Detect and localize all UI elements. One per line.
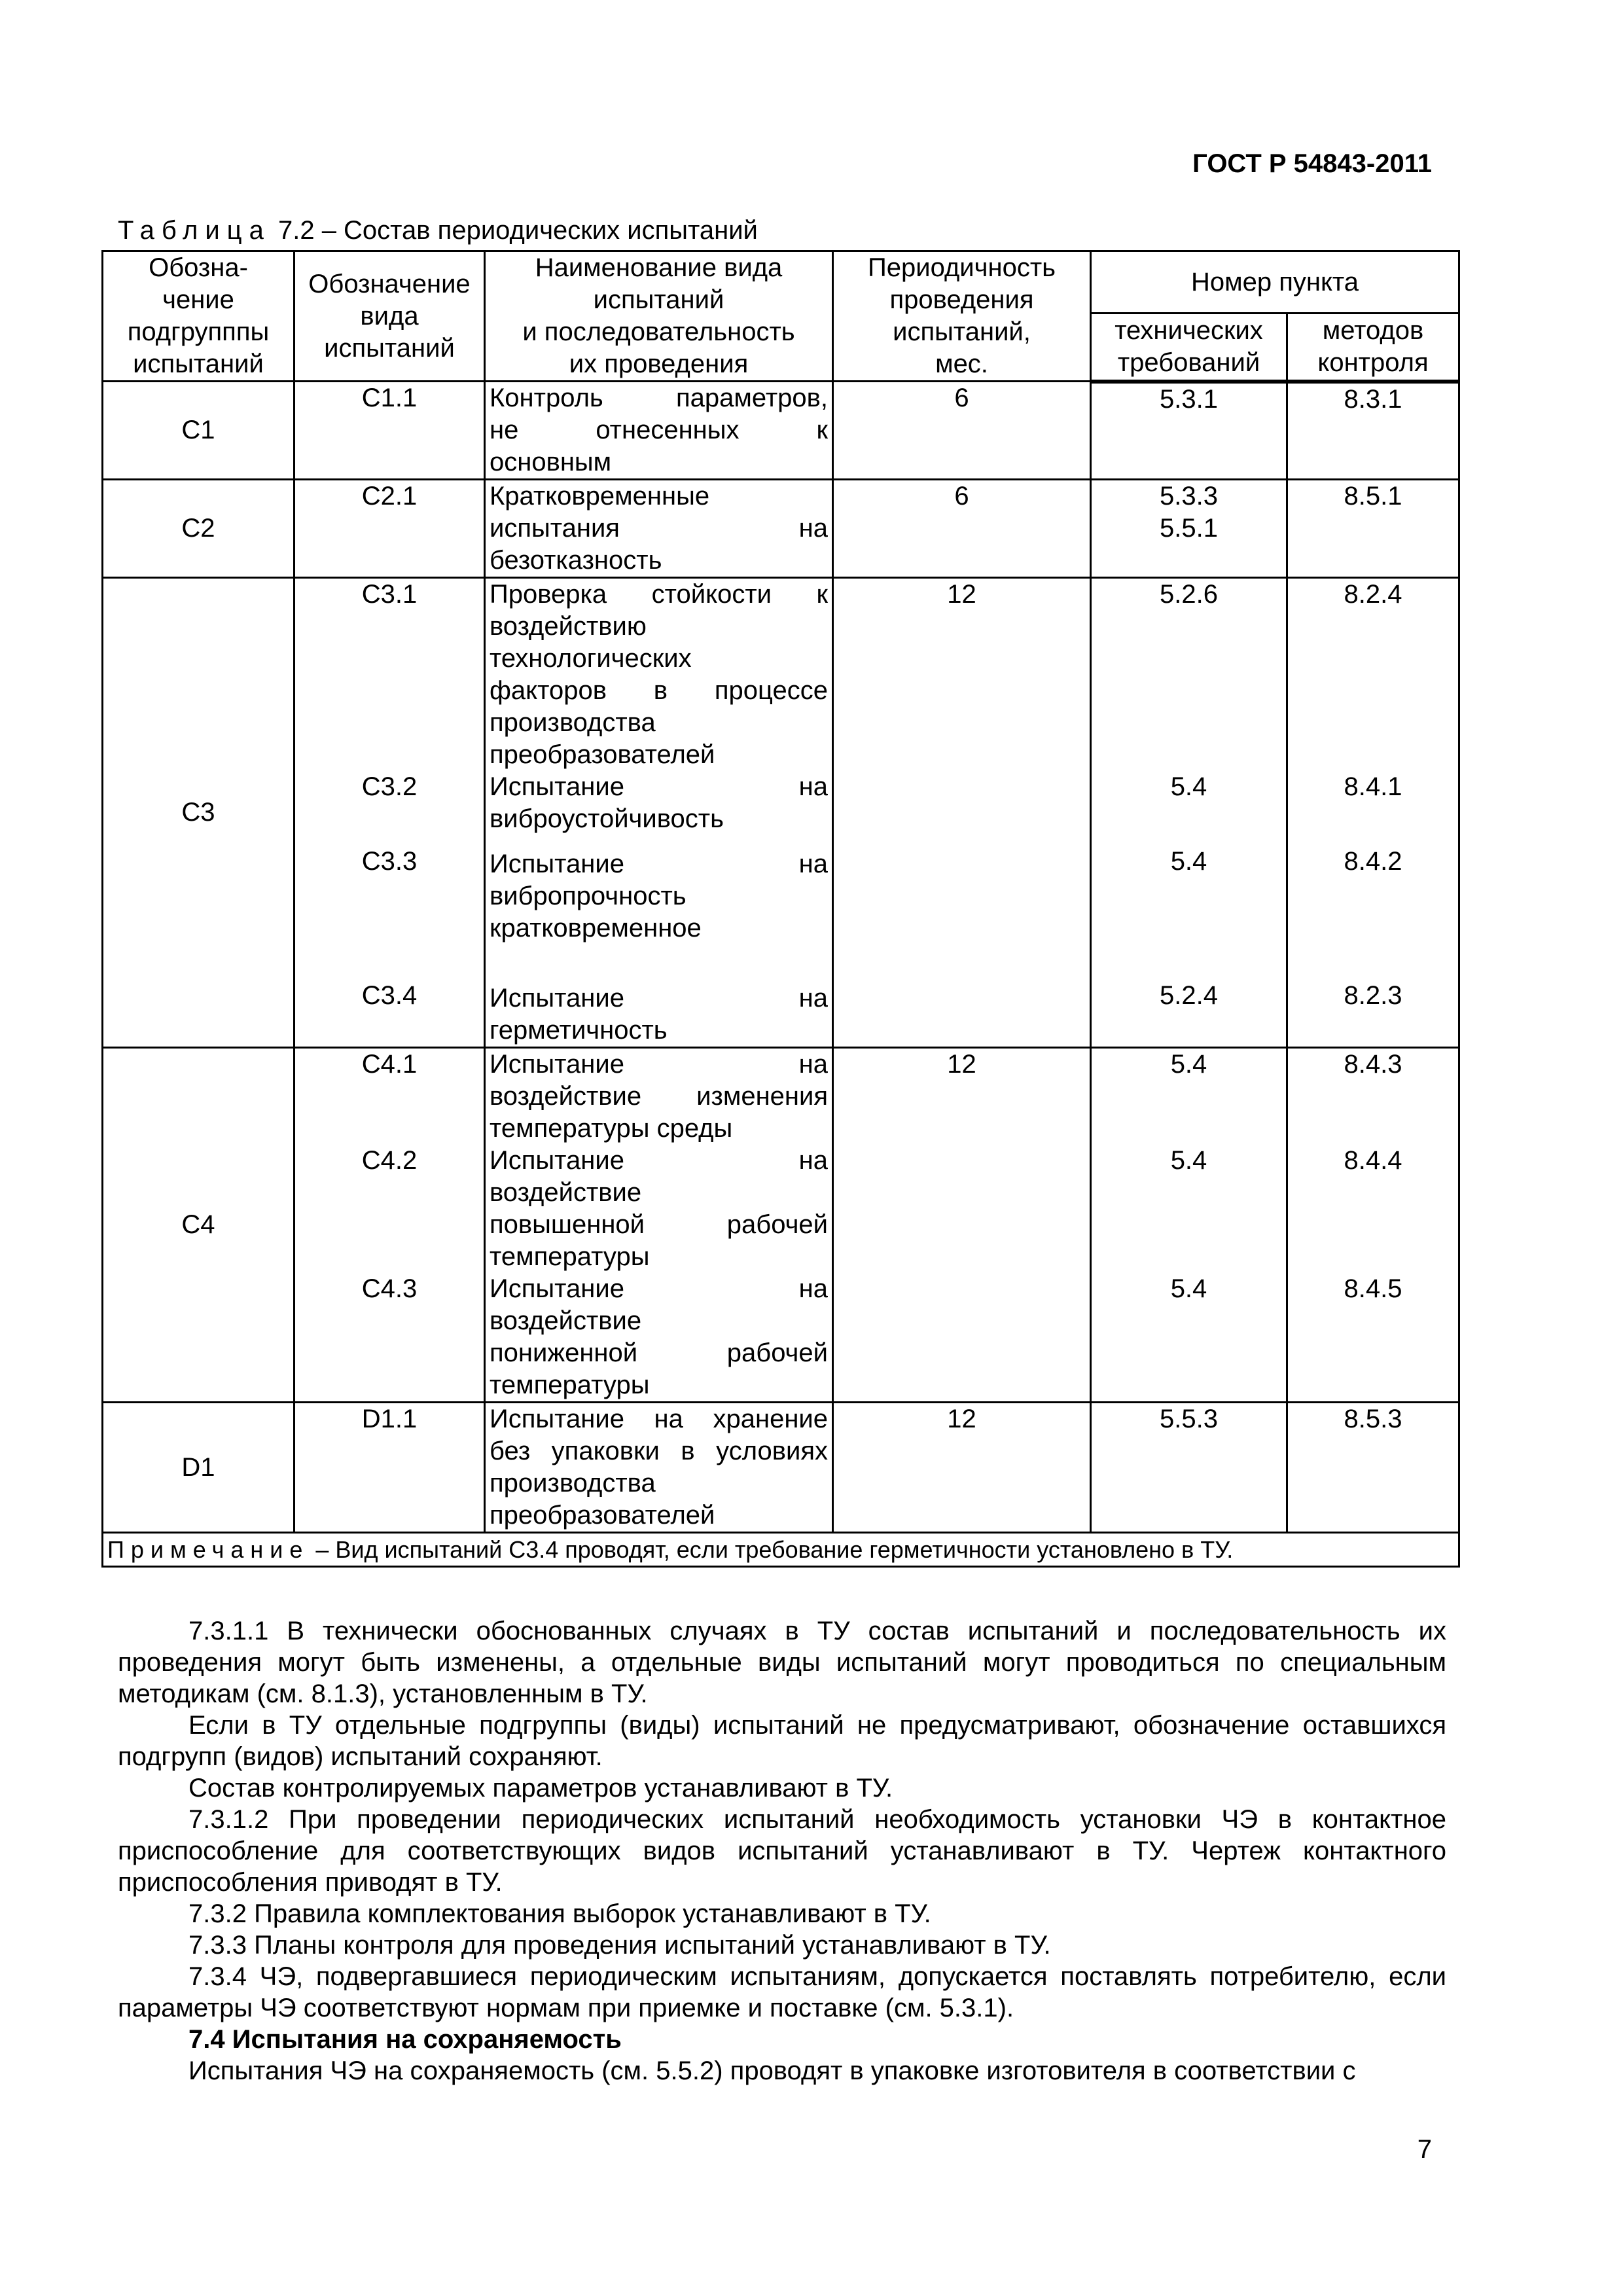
type-cell: С2.1 xyxy=(294,480,485,578)
document-id: ГОСТ Р 54843-2011 xyxy=(1192,149,1432,178)
subgroup-cell: С1 xyxy=(103,382,294,480)
period-cell: 12 xyxy=(833,1048,1091,1403)
table-row xyxy=(103,1403,1459,1533)
header-test-type: Обозначение вида испытаний xyxy=(294,251,485,382)
paragraph: Если в ТУ отдельные подгруппы (виды) испытаний не предусматривают, обозначение оставшихся подгрупп (видов) испытаний сохраняют. xyxy=(118,1711,1446,1771)
period-cell: 6 xyxy=(833,480,1091,578)
table-caption xyxy=(118,216,758,245)
paragraph: 7.3.2 Правила комплектования выборок устанавливают в ТУ. xyxy=(188,1899,931,1928)
method-cell: 8.4.3 8.4.4 8.4.5 xyxy=(1287,1048,1459,1403)
type-cell: С4.1 С4.2 С4.3 xyxy=(294,1048,485,1403)
table-row xyxy=(103,578,1459,1048)
method-cell: 8.5.1 xyxy=(1287,480,1459,578)
type-cell: D1.1 xyxy=(294,1403,485,1533)
page-number: 7 xyxy=(1417,2135,1432,2164)
subgroup-cell: D1 xyxy=(103,1403,294,1533)
paragraph: 7.3.1.1 В технически обоснованных случаях в ТУ состав испытаний и последовательность их проведения могут быть изменены, а отдельные виды испытаний могут проводиться по специальным методикам (см. 8.1.3), установленным в ТУ. xyxy=(118,1617,1446,1708)
method-cell: 8.3.1 xyxy=(1287,382,1459,480)
periodic-tests-table xyxy=(101,250,1460,1568)
table-row xyxy=(103,1048,1459,1403)
section-heading: 7.4 Испытания на сохраняемость xyxy=(188,2025,622,2054)
type-cell: С3.1 С3.2 С3.3 С3.4 xyxy=(294,578,485,1048)
table-caption-text: 7.2 – Состав периодических испытаний xyxy=(277,216,758,245)
subgroup-cell: С3 xyxy=(103,578,294,1048)
table-container xyxy=(101,250,1458,1568)
name-cell: Испытание на воздействие изменения температуры среды Испытание на воздействие повышенной рабочей температуры Испытание на воздействие пониженной рабочей температуры xyxy=(485,1048,833,1403)
paragraph: 7.3.4 ЧЭ, подвергавшиеся периодическим испытаниям, допускается поставлять потребителю, если параметры ЧЭ соответствуют нормам при приемке и поставке (см. 5.3.1). xyxy=(118,1962,1446,2022)
note-label: Примечание xyxy=(107,1536,310,1563)
header-subgroup: Обозна- чение подгрупппы испытаний xyxy=(103,251,294,382)
period-cell: 12 xyxy=(833,578,1091,1048)
period-cell: 6 xyxy=(833,382,1091,480)
req-cell: 5.2.6 5.4 5.4 5.2.4 xyxy=(1091,578,1287,1048)
method-cell: 8.2.4 8.4.1 8.4.2 8.2.3 xyxy=(1287,578,1459,1048)
table-note xyxy=(103,1533,1459,1567)
subgroup-cell: С4 xyxy=(103,1048,294,1403)
period-cell: 12 xyxy=(833,1403,1091,1533)
method-cell: 8.5.3 xyxy=(1287,1403,1459,1533)
paragraph: 7.3.3 Планы контроля для проведения испытаний устанавливают в ТУ. xyxy=(188,1931,1051,1960)
paragraph: Состав контролируемых параметров устанавливают в ТУ. xyxy=(188,1774,893,1803)
paragraph: 7.3.1.2 При проведении периодических испытаний необходимость установки ЧЭ в контактное приспособление для соответствующих видов испытаний устанавливают в ТУ. Чертеж контактного приспособления приводят в ТУ. xyxy=(118,1805,1446,1897)
req-cell: 5.4 5.4 5.4 xyxy=(1091,1048,1287,1403)
table-row xyxy=(103,480,1459,578)
req-cell: 5.5.3 xyxy=(1091,1403,1287,1533)
header-periodicity: Периодичность проведения испытаний, мес. xyxy=(833,251,1091,382)
table-caption-word: Таблица xyxy=(118,216,271,245)
header-test-name: Наименование вида испытаний и последовательность их проведения xyxy=(485,251,833,382)
name-cell: Контроль параметров, не отнесенных к основным xyxy=(485,382,833,480)
header-tech-requirements: технических требований xyxy=(1091,314,1287,382)
name-cell: Кратковременные испытания на безотказность xyxy=(485,480,833,578)
body-text xyxy=(118,1615,1446,2087)
paragraph: Испытания ЧЭ на сохраняемость (см. 5.5.2) проводят в упаковке изготовителя в соответствии с xyxy=(188,2056,1356,2085)
req-cell: 5.3.1 xyxy=(1091,382,1287,480)
name-cell: Испытание на хранение без упаковки в условиях производства преобразователей xyxy=(485,1403,833,1533)
note-text: – Вид испытаний С3.4 проводят, если требование герметичности установлено в ТУ. xyxy=(315,1536,1234,1563)
req-cell: 5.3.3 5.5.1 xyxy=(1091,480,1287,578)
table-note-row xyxy=(103,1533,1459,1567)
subgroup-cell: С2 xyxy=(103,480,294,578)
header-control-methods: методов контроля xyxy=(1287,314,1459,382)
header-clause-number: Номер пункта xyxy=(1091,251,1459,314)
name-cell: Проверка стойкости к воздействию технологических факторов в процессе производства преобразователей Испытание на виброустойчивость Испытание на вибропрочность кратковременное Испытание на герметичность xyxy=(485,578,833,1048)
type-cell: С1.1 xyxy=(294,382,485,480)
table-row xyxy=(103,382,1459,480)
